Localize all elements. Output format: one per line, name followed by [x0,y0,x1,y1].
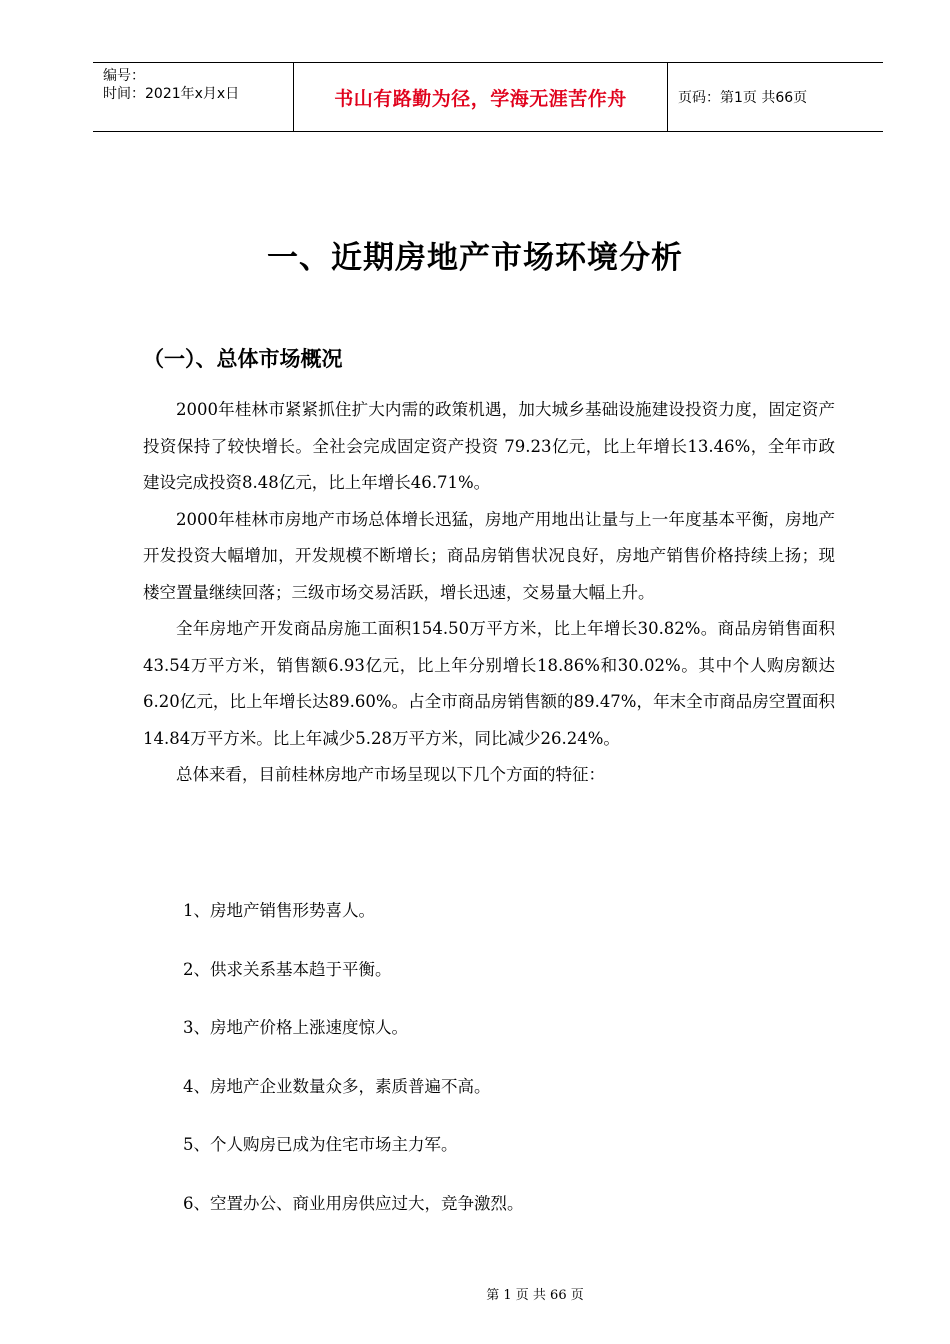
header-meta [93,63,294,131]
page-header [93,62,883,132]
document-time-label: 时间：2021年x月x日 [103,86,240,102]
header-page-info: 页码：第1页 共66页 [678,90,808,106]
list-item: 3、房地产价格上涨速度惊人。 [183,1018,408,1038]
list-item: 1、房地产销售形势喜人。 [183,901,375,920]
paragraph: 全年房地产开发商品房施工面积154.50万平方米，比上年增长30.82%。商品房销售面积43.54万平方米，销售额6.93亿元，比上年分别增长18.86%和30.02%。其中个人购房额达6.20亿元，比上年增长达89.60%。占全市商品房销售额的89.47%，年末全市商品房空置面积14.84万平方米。比上年减少5.28万平方米，同比减少26.24%。 [143,619,835,748]
paragraph: 2000年桂林市紧紧抓住扩大内需的政策机遇，加大城乡基础设施建设投资力度，固定资产投资保持了较快增长。全社会完成固定资产投资 79.23亿元，比上年增长13.46%，全年市政建设完成投资8.48亿元，比上年增长46.71%。 [143,400,835,492]
feature-list [183,893,524,1245]
list-item: 6、空置办公、商业用房供应过大，竞争激烈。 [183,1193,524,1213]
list-item: 5、个人购房已成为住宅市场主力军。 [183,1135,458,1155]
document-title: 一、近期房地产市场环境分析 [267,240,683,276]
document-number-label: 编号： [103,68,145,84]
header-motto: 书山有路勤为径，学海无涯苦作舟 [294,63,668,131]
list-item: 2、供求关系基本趋于平衡。 [183,959,392,979]
paragraph: 2000年桂林市房地产市场总体增长迅猛，房地产用地出让量与上一年度基本平衡，房地产开发投资大幅增加，开发规模不断增长；商品房销售状况良好，房地产销售价格持续上扬；现楼空置量继续回落；三级市场交易活跃，增长迅速，交易量大幅上升。 [143,509,835,602]
page-footer: 第 1 页 共 66 页 [486,1288,584,1303]
section-heading: （一）、总体市场概况 [143,347,343,371]
body-text [143,392,835,794]
paragraph: 总体来看，目前桂林房地产市场呈现以下几个方面的特征： [176,765,605,784]
list-item: 4、房地产企业数量众多，素质普遍不高。 [183,1076,491,1096]
